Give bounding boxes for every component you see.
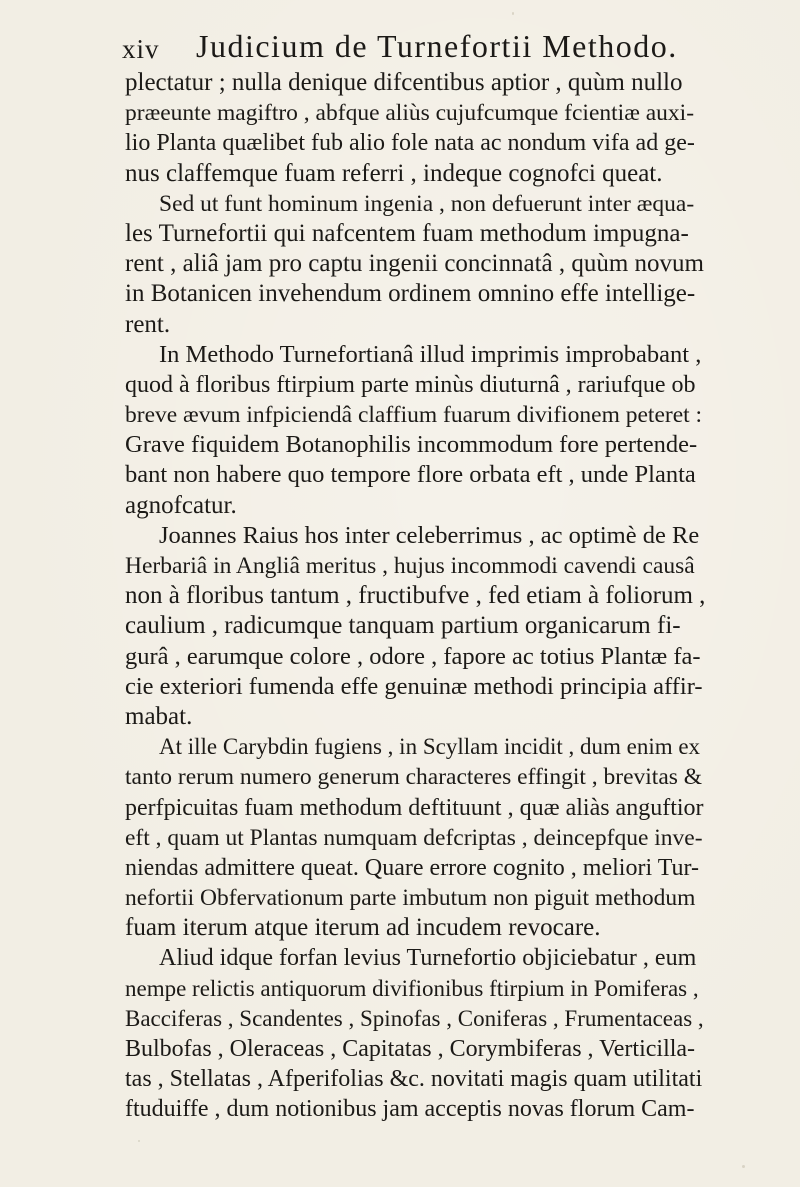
text-line: mabat. xyxy=(125,702,193,730)
paper-speck xyxy=(512,12,514,15)
text-line: ftuduiffe , dum notionibus jam acceptis novas florum Cam- xyxy=(125,1096,695,1123)
paragraph-start-line: Aliud idque forfan levius Turnefortio objiciebatur , eum xyxy=(159,945,697,972)
text-line: caulium , radicumque tanquam partium organicarum fi- xyxy=(125,612,681,640)
body-text xyxy=(125,68,705,1125)
text-line: bant non habere quo tempore flore orbata eft , unde Planta xyxy=(125,461,696,489)
paragraph-start-line: Sed ut funt hominum ingenia , non defuerunt inter æqua- xyxy=(159,190,695,217)
text-line: eft , quam ut Plantas numquam defcriptas , deincepfque inve- xyxy=(125,824,703,851)
text-line: nus claffemque fuam referri , indeque cognofci queat. xyxy=(125,159,663,187)
text-line: agnofcatur. xyxy=(125,491,237,519)
text-line: non à floribus tantum , fructibufve , fed etiam à foliorum , xyxy=(125,582,706,610)
text-line: gurâ , earumque colore , odore , fapore ac totius Plantæ fa- xyxy=(125,642,701,670)
text-line: Bacciferas , Scandentes , Spinofas , Coniferas , Frumentaceas , xyxy=(125,1005,704,1031)
text-line: breve ævum infpiciendâ claffium fuarum divifionem peteret : xyxy=(125,402,703,429)
text-line: tanto rerum numero generum characteres effingit , brevitas & xyxy=(125,764,703,791)
paragraph-start-line: At ille Carybdin fugiens , in Scyllam incidit , dum enim ex xyxy=(159,734,701,760)
text-line: rent. xyxy=(125,310,171,338)
page-header xyxy=(122,28,682,68)
text-line: nempe relictis antiquorum divifionibus ftirpium in Pomiferas , xyxy=(125,975,699,1001)
paragraph-start-line: Joannes Raius hos inter celeberrimus , ac optimè de Re xyxy=(159,521,700,549)
text-line: niendas admittere queat. Quare errore cognito , meliori Tur- xyxy=(125,854,700,881)
text-line: nefortii Obfervationum parte imbutum non piguit methodum xyxy=(125,885,696,912)
text-line: fuam iterum atque iterum ad incudem revocare. xyxy=(125,914,601,942)
running-title: Judicium de Turnefortii Methodo. xyxy=(196,28,678,64)
text-line: cie exteriori fumenda effe genuinæ methodi principia affir- xyxy=(125,672,703,700)
paper-speck xyxy=(742,1165,745,1168)
text-line: præeunte magiftro , abfque aliùs cujufcumque fcientiæ auxi- xyxy=(125,100,695,127)
page-number: xiv xyxy=(122,34,160,64)
text-line: tas , Stellatas , Afperifolias &c. novitati magis quam utilitati xyxy=(125,1066,703,1093)
text-line: quod à floribus ftirpium parte minùs diuturnâ , rariufque ob xyxy=(125,371,696,398)
text-line: rent , aliâ jam pro captu ingenii concinnatâ , quùm novum xyxy=(125,250,705,278)
paper-speck xyxy=(138,1140,140,1142)
text-line: Bulbofas , Oleraceas , Capitatas , Corymbiferas , Verticilla- xyxy=(125,1036,696,1062)
text-line: Grave fiquidem Botanophilis incommodum fore pertende- xyxy=(125,431,698,459)
text-line: lio Planta quælibet fub alio fole nata ac nondum vifa ad ge- xyxy=(125,130,695,157)
text-line: perfpicuitas fuam methodum deftituunt , quæ aliàs anguftior xyxy=(125,794,704,821)
text-line: les Turnefortii qui nafcentem fuam methodum impugna- xyxy=(125,219,689,247)
text-line: in Botanicen invehendum ordinem omnino effe intellige- xyxy=(125,280,696,308)
text-line: plectatur ; nulla denique difcentibus aptior , quùm nullo xyxy=(125,69,683,96)
text-line: Herbariâ in Angliâ meritus , hujus incommodi cavendi causâ xyxy=(125,553,695,579)
paragraph-start-line: In Methodo Turnefortianâ illud imprimis improbabant , xyxy=(159,340,702,368)
